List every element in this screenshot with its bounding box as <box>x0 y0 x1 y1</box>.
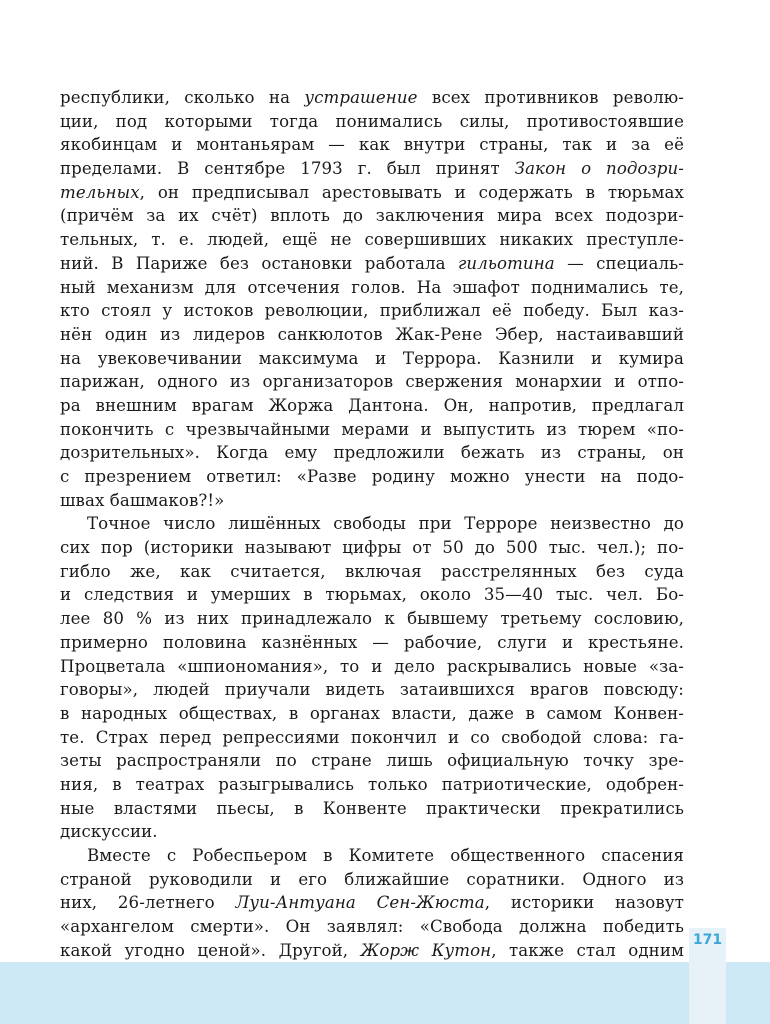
text-line: Процветала «шпиономания», то и дело раскрывались новые «за- <box>60 656 684 676</box>
text-line: какой угодно ценой». Другой, Жорж Кутон, также стал одним <box>60 940 684 960</box>
text-line: ции, под которыми тогда понимались силы, противостоявшие <box>60 111 684 131</box>
text-line: ный механизм для отсечения голов. На эшафот поднимались те, <box>60 277 684 297</box>
text-line: в народных обществах, в органах власти, даже в самом Конвен- <box>60 703 684 723</box>
text-line: нён один из лидеров санкюлотов Жак-Рене Эбер, настаивавший <box>60 324 684 344</box>
page-text <box>60 86 684 962</box>
text-line: республики, сколько на устрашение всех противников револю- <box>60 88 684 107</box>
text-line: те. Страх перед репрессиями покончил и со свободой слова: га- <box>60 727 684 747</box>
text-line: покончить с чрезвычайными мерами и выпустить из тюрем «по- <box>60 419 684 439</box>
text-line: с презрением ответил: «Разве родину можно унести на подо- <box>60 467 684 486</box>
text-line: них, 26-летнего Луи-Антуана Сен-Жюста, историки назовут <box>60 893 684 913</box>
text-line: страной руководили и его ближайшие соратники. Одного из <box>60 869 684 889</box>
page-footer-band <box>0 962 770 1024</box>
text-line: лее 80 % из них принадлежало к бывшему третьему сословию, <box>60 609 684 629</box>
text-line: Точное число лишённых свободы при Терроре неизвестно до <box>87 514 684 534</box>
paragraph <box>60 86 684 512</box>
page-number: 171 <box>692 932 723 948</box>
paragraph <box>60 844 684 962</box>
text-line: пределами. В сентябре 1793 г. был принят Закон о подозри- <box>60 159 684 179</box>
text-line: парижан, одного из организаторов свержения монархии и отпо- <box>60 372 684 392</box>
text-line: дозрительных». Когда ему предложили бежать из страны, он <box>60 443 684 463</box>
text-line: (причём за их счёт) вплоть до заключения мира всех подозри- <box>60 206 684 226</box>
text-line: ные властями пьесы, в Конвенте практически прекратились <box>60 798 684 818</box>
text-line: якобинцам и монтаньярам — как внутри страны, так и за её <box>60 135 684 155</box>
text-line: ра внешним врагам Жоржа Дантона. Он, напротив, предлагал <box>60 395 684 415</box>
text-line: ний. В Париже без остановки работала гильотина — специаль- <box>60 253 684 273</box>
text-line: и следствия и умерших в тюрьмах, около 35—40 тыс. чел. Бо- <box>60 585 684 605</box>
paragraph <box>60 512 684 844</box>
text-line: сих пор (историки называют цифры от 50 до 500 тыс. чел.); по- <box>60 538 684 558</box>
text-line: Вместе с Робеспьером в Комитете общественного спасения <box>87 846 684 865</box>
text-line: на увековечивании максимума и Террора. Казнили и кумира <box>60 348 684 368</box>
text-line: дискуссии. <box>60 822 158 842</box>
text-line: говоры», людей приучали видеть затаившихся врагов повсюду: <box>60 680 684 700</box>
text-line: тельных, он предписывал арестовывать и содержать в тюрьмах <box>60 182 684 202</box>
text-line: «архангелом смерти». Он заявлял: «Свобода должна победить <box>60 917 684 937</box>
text-line: зеты распространяли по стране лишь официальную точку зре- <box>60 751 684 771</box>
text-line: тельных, т. е. людей, ещё не совершивших никаких преступле- <box>60 230 684 250</box>
text-line: примерно половина казнённых — рабочие, слуги и крестьяне. <box>60 632 684 652</box>
text-line: ния, в театрах разыгрывались только патриотические, одобрен- <box>60 774 684 794</box>
text-line: гибло же, как считается, включая расстрелянных без суда <box>60 561 684 581</box>
text-line: швах башмаков?!» <box>60 490 225 510</box>
text-line: кто стоял у истоков революции, приближал её победу. Был каз- <box>60 301 684 321</box>
